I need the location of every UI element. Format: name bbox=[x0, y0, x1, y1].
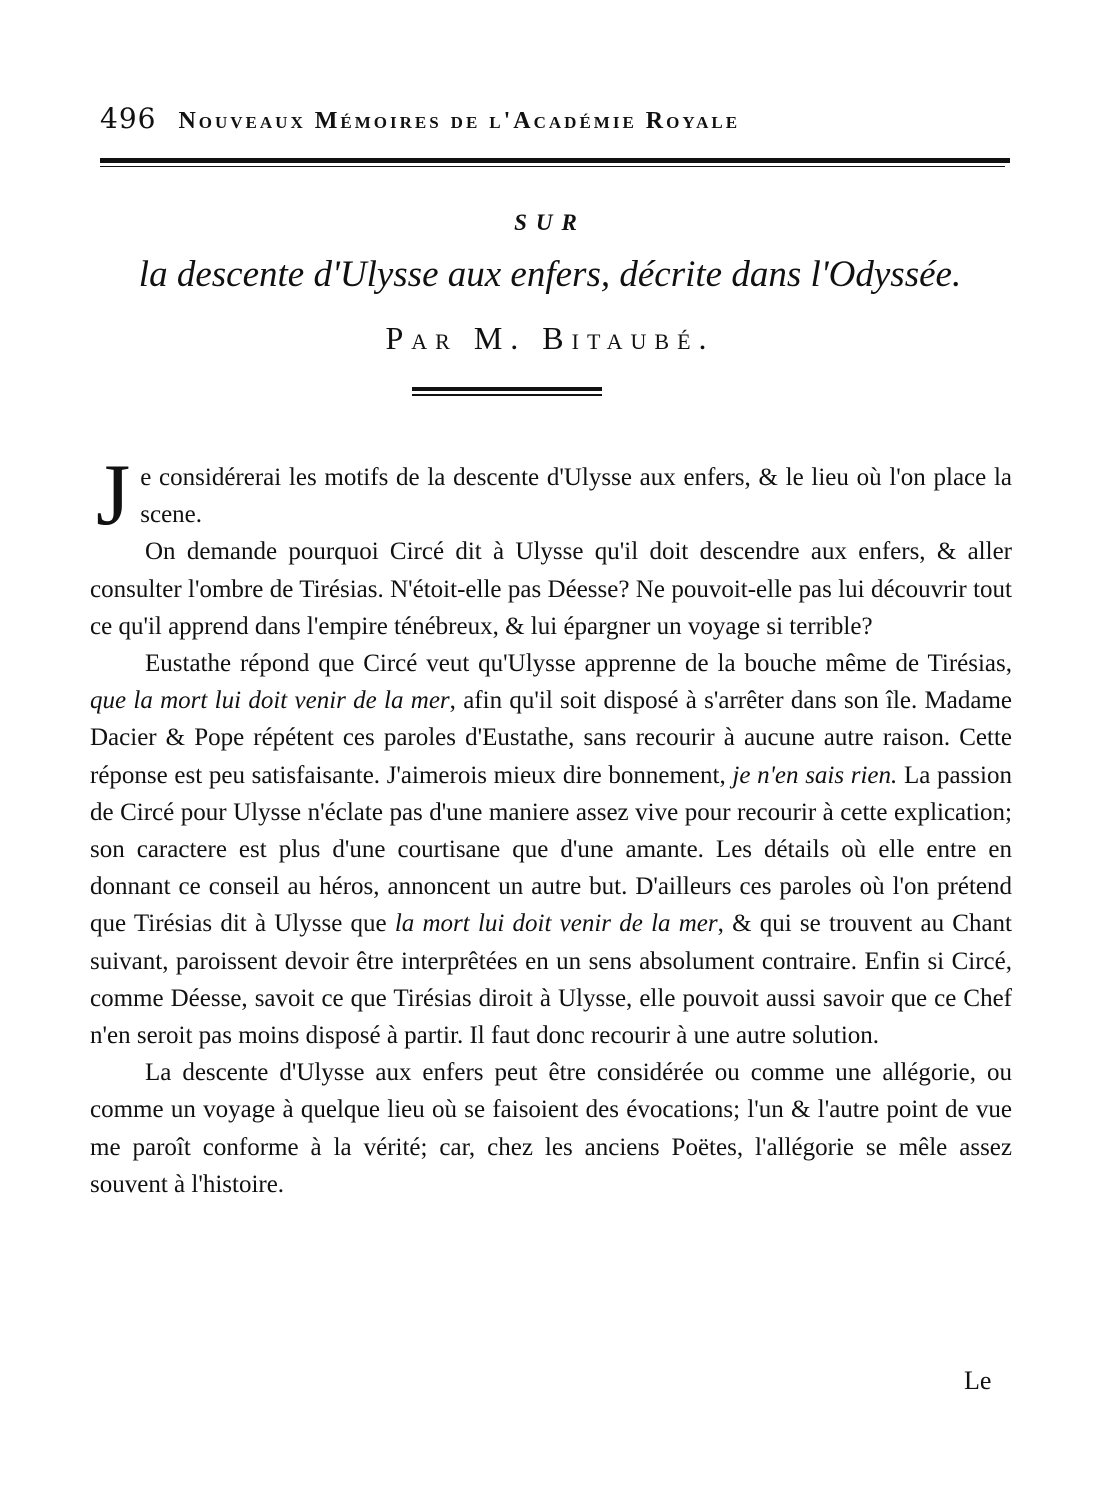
article-title: la descente d'Ulysse aux enfers, décrite dans l'Odyssée. bbox=[138, 254, 962, 295]
quote-la-mort: que la mort lui doit venir de la mer bbox=[90, 687, 450, 715]
paragraph-3-part-b: , afin qu'il soit disposé à s'arrêter dans son île. Madame Dacier & Pope répétent ces paroles d'Eustathe, sans recourir à aucune autre raison. Cette réponse est peu satisfaisante. J'aimerois mieux dire bonnement, bbox=[90, 687, 1012, 789]
running-title: Nouveaux Mémoires de l'Académie Royale bbox=[178, 108, 741, 134]
paragraph-3-part-c: La passion de Circé pour Ulysse n'éclate pas d'une maniere assez vive pour recourir à cette explication; son caractere est plus d'une courtisane que d'une amante. Les détails où elle entre en donnant ce conseil au héros, annoncent un autre but. D'ailleurs ces paroles où l'on prétend que Tirésias dit à Ulysse que bbox=[90, 761, 1012, 938]
quote-la-mort-2: la mort lui doit venir de la mer bbox=[394, 910, 718, 938]
paragraph-1-text: e considérerai les motifs de la descente d'Ulysse aux enfers, & le lieu où l'on place la scene. bbox=[140, 464, 1012, 529]
running-head bbox=[100, 102, 930, 138]
body-text bbox=[90, 447, 1012, 1203]
paragraph-4: La descente d'Ulysse aux enfers peut être considérée ou comme une allégorie, ou comme un voyage à quelque lieu où se faisoient des évocations; l'un & l'autre point de vue me paroît conforme à la vérité; car, chez les anciens Poëtes, l'allégorie se mêle assez souvent à l'histoire. bbox=[90, 1059, 1012, 1198]
header-rule bbox=[100, 158, 1010, 167]
title-rule bbox=[412, 387, 602, 396]
paragraph-3-part-a: Eustathe répond que Circé veut qu'Ulysse apprenne de la bouche même de Tirésias, bbox=[145, 650, 1012, 678]
paragraph-1 bbox=[90, 447, 1012, 544]
paragraph-2: On demande pourquoi Circé dit à Ulysse qu'il doit descendre aux enfers, & aller consulter l'ombre de Tirésias. N'étoit-elle pas Déesse? Ne pouvoit-elle pas lui découvrir tout ce qu'il apprend dans l'empire ténébreux, & lui épargner un voyage si terrible? bbox=[90, 538, 1012, 640]
quote-je-nen-sais-rien: je n'en sais rien. bbox=[732, 761, 898, 789]
paragraph-3-part-d: , & qui se trouvent au Chant suivant, paroissent devoir être interprêtées en un sens absolument contraire. Enfin si Circé, comme Déesse, savoit ce que Tirésias diroit à Ulysse, elle pouvoit aussi savoir que ce Chef n'en seroit pas moins disposé à partir. Il faut donc recourir à une autre solution. bbox=[90, 910, 1012, 1050]
catchword: Le bbox=[964, 1366, 992, 1395]
drop-cap: J bbox=[96, 447, 131, 544]
paragraph-3 bbox=[90, 645, 1012, 1054]
heading-label: SUR bbox=[514, 210, 586, 235]
page-number: 496 bbox=[100, 102, 157, 135]
author-line: Par M. Bitaubé. bbox=[385, 320, 715, 356]
